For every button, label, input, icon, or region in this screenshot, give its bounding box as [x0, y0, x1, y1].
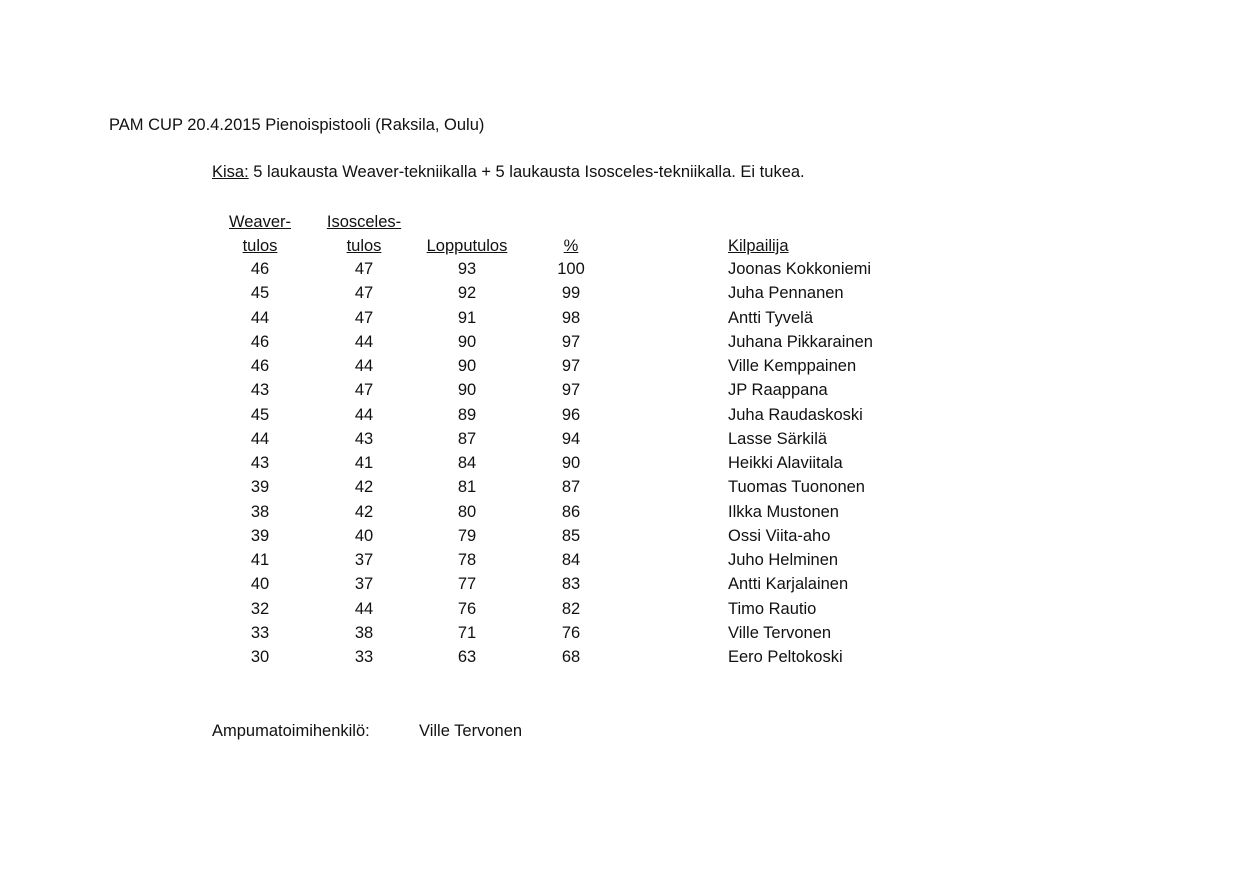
weaver-score: 46 — [250, 260, 270, 278]
table-row — [0, 284, 1240, 308]
competition-description — [212, 163, 805, 182]
table-row — [0, 575, 1240, 599]
competitor-name: Juha Raudaskoski — [728, 405, 863, 424]
percent-score: 68 — [561, 648, 581, 666]
final-score: 79 — [457, 526, 477, 545]
isosceles-score: 40 — [354, 526, 374, 545]
competitor-name: Joonas Kokkoniemi — [728, 260, 872, 278]
header-competitor: Kilpailija — [728, 237, 789, 255]
final-score: 93 — [457, 260, 477, 278]
weaver-score: 39 — [250, 478, 270, 497]
competitor-name: Ville Kemppainen — [728, 357, 857, 375]
table-row — [0, 357, 1240, 381]
isosceles-score: 38 — [354, 623, 374, 642]
percent-score: 84 — [561, 551, 581, 569]
table-row — [0, 478, 1240, 502]
table-row — [0, 624, 1240, 648]
weaver-score: 43 — [250, 454, 270, 472]
weaver-score: 41 — [250, 551, 270, 569]
weaver-score: 43 — [250, 381, 270, 400]
competitor-name: Ville Tervonen — [728, 623, 832, 642]
percent-score: 96 — [561, 405, 581, 424]
header-weaver-line1: Weaver- — [228, 213, 292, 231]
description-text: 5 laukausta Weaver-tekniikalla + 5 laukausta Isosceles-tekniikalla. Ei tukea. — [248, 163, 805, 181]
weaver-score: 33 — [250, 623, 270, 642]
table-row — [0, 333, 1240, 357]
final-score: 77 — [457, 575, 477, 594]
competitor-name: Heikki Alaviitala — [728, 454, 843, 472]
weaver-score: 39 — [250, 526, 270, 545]
weaver-score: 32 — [250, 599, 270, 618]
weaver-score: 38 — [250, 502, 270, 521]
final-score: 63 — [457, 648, 477, 666]
competitor-name: Timo Rautio — [728, 599, 817, 618]
isosceles-score: 44 — [354, 357, 374, 375]
results-rows — [0, 260, 1240, 672]
percent-score: 83 — [561, 575, 581, 594]
competitor-name: Antti Tyvelä — [728, 308, 813, 327]
percent-score: 82 — [561, 599, 581, 618]
isosceles-score: 47 — [354, 381, 374, 400]
competitor-name: Eero Peltokoski — [728, 648, 843, 666]
table-row — [0, 381, 1240, 405]
isosceles-score: 44 — [354, 405, 374, 424]
document-title: PAM CUP 20.4.2015 Pienoispistooli (Raksila, Oulu) — [109, 116, 485, 134]
isosceles-score: 42 — [354, 502, 374, 521]
percent-score: 99 — [561, 284, 581, 303]
competitor-name: Lasse Särkilä — [728, 429, 828, 448]
final-score: 78 — [457, 551, 477, 569]
weaver-score: 44 — [250, 429, 270, 448]
final-score: 81 — [457, 478, 477, 497]
table-row — [0, 551, 1240, 575]
percent-score: 98 — [561, 308, 581, 327]
percent-score: 87 — [561, 478, 581, 497]
final-score: 90 — [457, 332, 477, 351]
header-final: Lopputulos — [426, 237, 508, 255]
final-score: 84 — [457, 454, 477, 472]
final-score: 90 — [457, 357, 477, 375]
percent-score: 100 — [557, 260, 585, 278]
table-row — [0, 648, 1240, 672]
final-score: 76 — [457, 599, 477, 618]
competitor-name: Juhana Pikkarainen — [728, 332, 873, 351]
percent-score: 94 — [561, 429, 581, 448]
header-weaver-line2: tulos — [242, 237, 278, 255]
percent-score: 97 — [561, 332, 581, 351]
isosceles-score: 37 — [354, 575, 374, 594]
competitor-name: Ossi Viita-aho — [728, 526, 831, 545]
table-row — [0, 503, 1240, 527]
percent-score: 97 — [561, 381, 581, 400]
table-row — [0, 406, 1240, 430]
table-row — [0, 430, 1240, 454]
competitor-name: Juho Helminen — [728, 551, 839, 569]
official-name: Ville Tervonen — [419, 722, 523, 740]
weaver-score: 44 — [250, 308, 270, 327]
isosceles-score: 37 — [354, 551, 374, 569]
final-score: 71 — [457, 623, 477, 642]
competitor-name: Ilkka Mustonen — [728, 502, 839, 521]
table-row — [0, 260, 1240, 284]
description-label: Kisa: — [212, 163, 249, 181]
isosceles-score: 44 — [354, 332, 374, 351]
isosceles-score: 44 — [354, 599, 374, 618]
isosceles-score: 47 — [354, 260, 374, 278]
header-isosceles-line1: Isosceles- — [326, 213, 402, 231]
weaver-score: 46 — [250, 357, 270, 375]
table-row — [0, 527, 1240, 551]
isosceles-score: 47 — [354, 284, 374, 303]
final-score: 87 — [457, 429, 477, 448]
isosceles-score: 43 — [354, 429, 374, 448]
final-score: 91 — [457, 308, 477, 327]
official-label: Ampumatoimihenkilö: — [212, 722, 370, 740]
isosceles-score: 33 — [354, 648, 374, 666]
competitor-name: Tuomas Tuononen — [728, 478, 865, 497]
competitor-name: Juha Pennanen — [728, 284, 844, 303]
isosceles-score: 41 — [354, 454, 374, 472]
header-percent: % — [563, 237, 579, 255]
weaver-score: 46 — [250, 332, 270, 351]
competitor-name: Antti Karjalainen — [728, 575, 849, 594]
final-score: 89 — [457, 405, 477, 424]
final-score: 90 — [457, 381, 477, 400]
table-row — [0, 600, 1240, 624]
final-score: 80 — [457, 502, 477, 521]
final-score: 92 — [457, 284, 477, 303]
percent-score: 90 — [561, 454, 581, 472]
weaver-score: 45 — [250, 284, 270, 303]
header-isosceles-line2: tulos — [346, 237, 382, 255]
isosceles-score: 42 — [354, 478, 374, 497]
percent-score: 76 — [561, 623, 581, 642]
weaver-score: 40 — [250, 575, 270, 594]
percent-score: 97 — [561, 357, 581, 375]
competitor-name: JP Raappana — [728, 381, 828, 400]
table-row — [0, 454, 1240, 478]
table-row — [0, 309, 1240, 333]
percent-score: 85 — [561, 526, 581, 545]
weaver-score: 30 — [250, 648, 270, 666]
isosceles-score: 47 — [354, 308, 374, 327]
percent-score: 86 — [561, 502, 581, 521]
weaver-score: 45 — [250, 405, 270, 424]
